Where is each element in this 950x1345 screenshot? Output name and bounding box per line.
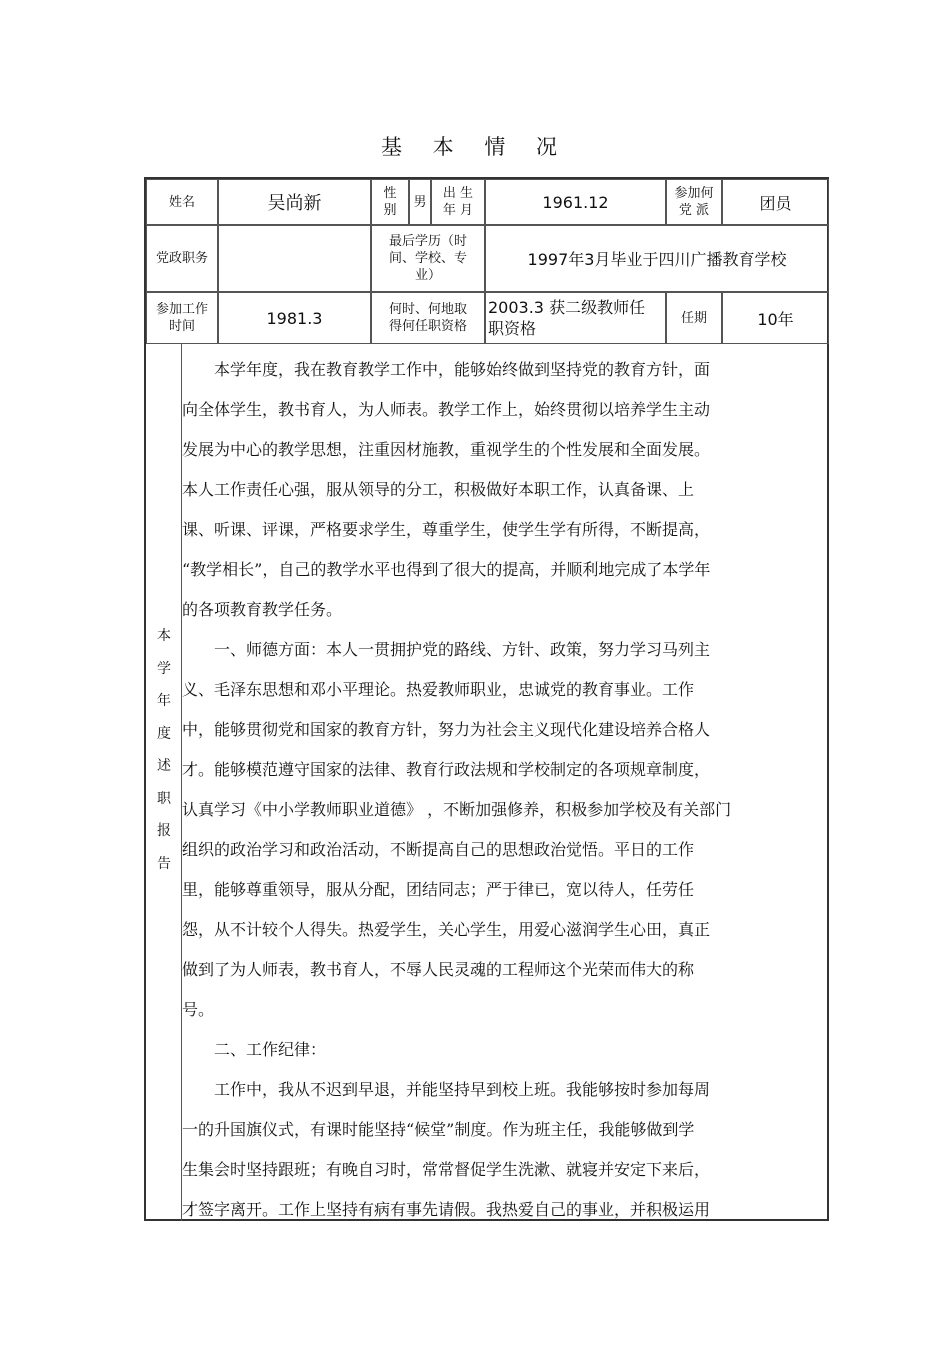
report-line: 怨，从不计较个人得失。热爱学生，关心学生，用爱心滋润学生心田，真正 [182,920,711,939]
report-line: 向全体学生，教书育人，为人师表。教学工作上，始终贯彻以培养学生主动 [182,400,711,419]
qualification-label: 何时、何地取 得何任职资格 [371,292,485,344]
post-value [218,225,371,292]
report-line: 组织的政治学习和政治活动，不断提高自己的思想政治觉悟。平日的工作 [182,840,695,859]
report-label-char: 述 [157,758,171,774]
gender-value: 男 [409,179,431,225]
gender-label: 性 别 [371,179,409,225]
page-title: 基 本 情 况 [380,135,570,159]
report-line: 认真学习《中小学教师职业道德》 ，不断加强修养，积极参加学校及有关部门 [182,800,732,819]
basic-info-table [144,177,829,1221]
name-value: 吴尚新 [218,179,371,225]
report-line: 发展为中心的教学思想，注重因材施教，重视学生的个性发展和全面发展。 [182,440,711,459]
report-label-char: 学 [157,660,171,677]
name-label: 姓名 [146,179,218,225]
report-line: “教学相长”，自己的教学水平也得到了很大的提高，并顺利地完成了本学年 [182,560,711,579]
report-line: 工作中，我从不迟到早退，并能坚持早到校上班。我能够按时参加每周 [182,1080,711,1099]
report-label-char: 年 [157,693,171,709]
report-line: 里，能够尊重领导，服从分配，团结同志；严于律已，宽以待人，任劳任 [182,880,695,899]
report-label-char: 职 [157,790,171,807]
education-value: 1997年3月毕业于四川广播教育学校 [485,225,829,292]
work-start-label: 参加工作 时间 [146,292,218,344]
education-label: 最后学历（时 间、学校、专 业） [371,225,485,292]
report-line: 中，能够贯彻党和国家的教育方针，努力为社会主义现代化建设培养合格人 [182,720,711,739]
report-label-char: 告 [157,855,171,872]
report-label-char: 本 [157,628,171,644]
report-line: 的各项教育教学任务。 [182,600,343,619]
qualification-value: 2003.3 获二级教师任 职资格 [485,292,666,344]
report-label-column [146,344,182,1221]
report-label [146,620,182,880]
report-line: 做到了为人师表，教书育人，不辱人民灵魂的工程师这个光荣而伟大的称 [182,960,695,979]
report-label-char: 报 [157,823,171,839]
birth-label: 出 生 年 月 [431,179,485,225]
party-value: 团员 [722,179,829,225]
birth-value: 1961.12 [485,179,666,225]
report-line: 一、师德方面：本人一贯拥护党的路线、方针、政策，努力学习马列主 [182,640,711,659]
report-line: 生集会时坚持跟班；有晚自习时，常常督促学生洗漱、就寝并安定下来后， [182,1160,711,1179]
report-label-char: 度 [157,725,171,742]
report-line: 义、毛泽东思想和邓小平理论。热爱教师职业，忠诚党的教育事业。工作 [182,680,695,699]
report-body [182,350,822,1230]
report-line: 本人工作责任心强，服从领导的分工，积极做好本职工作，认真备课、上 [182,480,695,499]
party-label: 参加何 党 派 [666,179,722,225]
post-label: 党政职务 [146,225,218,292]
report-line: 一的升国旗仪式，有课时能坚持“候堂”制度。作为班主任，我能够做到学 [182,1120,695,1139]
term-label: 任期 [666,292,722,344]
term-value: 10年 [722,292,829,344]
report-line: 本学年度，我在教育教学工作中，能够始终做到坚持党的教育方针，面 [182,360,711,379]
report-line: 才签字离开。工作上坚持有病有事先请假。我热爱自己的事业，并积极运用 [182,1200,711,1219]
report-line: 才。能够模范遵守国家的法律、教育行政法规和学校制定的各项规章制度， [182,760,711,779]
report-line: 课、听课、评课，严格要求学生，尊重学生，使学生学有所得，不断提高， [182,520,711,539]
report-line: 号。 [182,1000,215,1019]
work-start-value: 1981.3 [218,292,371,344]
report-line: 二、工作纪律： [182,1040,327,1059]
